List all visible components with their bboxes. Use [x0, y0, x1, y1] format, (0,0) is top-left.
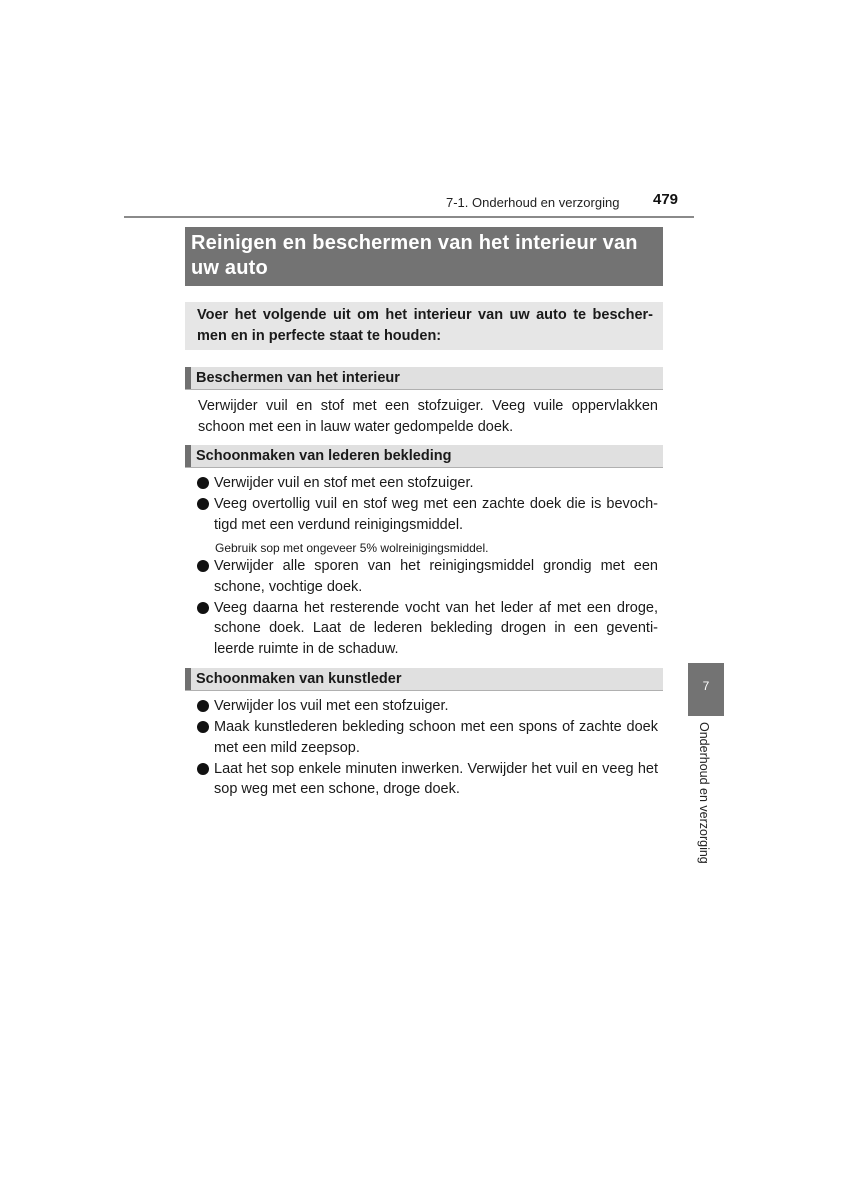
leather-bullet-list-b — [197, 556, 658, 660]
page-number: 479 — [653, 191, 679, 208]
list-item — [197, 759, 658, 800]
bullet-text: Veeg daarna het resterende vocht van het leder af met een droge, schone doek. Laat de lederen bekleding drogen in een geventi-leerde ruimte in de schaduw. — [214, 599, 658, 657]
list-item — [197, 494, 658, 535]
section-text-protect-interior: Verwijder vuil en stof met een stofzuiger. Veeg vuile oppervlakken schoon met een in lauw water gedompelde doek. — [198, 398, 658, 435]
bullet-text: Verwijder los vuil met een stofzuiger. — [214, 698, 449, 714]
section-heading-leather: Schoonmaken van lederen bekleding — [185, 445, 663, 468]
bullet-icon — [197, 763, 209, 775]
bullet-icon — [197, 560, 209, 572]
header-section-title: 7-1. Onderhoud en verzorging — [446, 195, 620, 210]
bullet-text: Maak kunstlederen bekleding schoon met een spons of zachte doek met een mild zeepsop. — [214, 719, 658, 756]
synthetic-leather-bullet-list — [197, 696, 658, 800]
list-item — [197, 473, 658, 494]
bullet-icon — [197, 498, 209, 510]
bullet-text: Laat het sop enkele minuten inwerken. Verwijder het vuil en veeg het sop weg met een schone, droge doek. — [214, 760, 658, 797]
section-heading-protect-interior: Beschermen van het interieur — [185, 367, 663, 390]
section-heading-synthetic-leather: Schoonmaken van kunstleder — [185, 668, 663, 691]
header-divider — [124, 216, 694, 218]
intro-box: Voer het volgende uit om het interieur van uw auto te bescher-men en in perfecte staat te houden: — [185, 302, 663, 350]
bullet-text: Verwijder vuil en stof met een stofzuiger. — [214, 475, 474, 491]
bullet-icon — [197, 700, 209, 712]
list-item — [197, 696, 658, 717]
list-item — [197, 717, 658, 758]
bullet-icon — [197, 477, 209, 489]
page-title: Reinigen en beschermen van het interieur van uw auto — [185, 227, 663, 286]
list-item — [197, 556, 658, 597]
list-item — [197, 598, 658, 660]
bullet-text: Veeg overtollig vuil en stof weg met een zachte doek die is bevoch-tigd met een verdund reinigingsmiddel. — [214, 496, 658, 533]
leather-bullet-list-a — [197, 473, 658, 536]
leather-note: Gebruik sop met ongeveer 5% wolreinigingsmiddel. — [215, 541, 489, 555]
chapter-label: Onderhoud en verzorging — [697, 722, 711, 864]
bullet-icon — [197, 602, 209, 614]
bullet-text: Verwijder alle sporen van het reinigingsmiddel grondig met een schone, vochtige doek. — [214, 558, 658, 595]
chapter-tab: 7 — [688, 663, 724, 716]
bullet-icon — [197, 721, 209, 733]
